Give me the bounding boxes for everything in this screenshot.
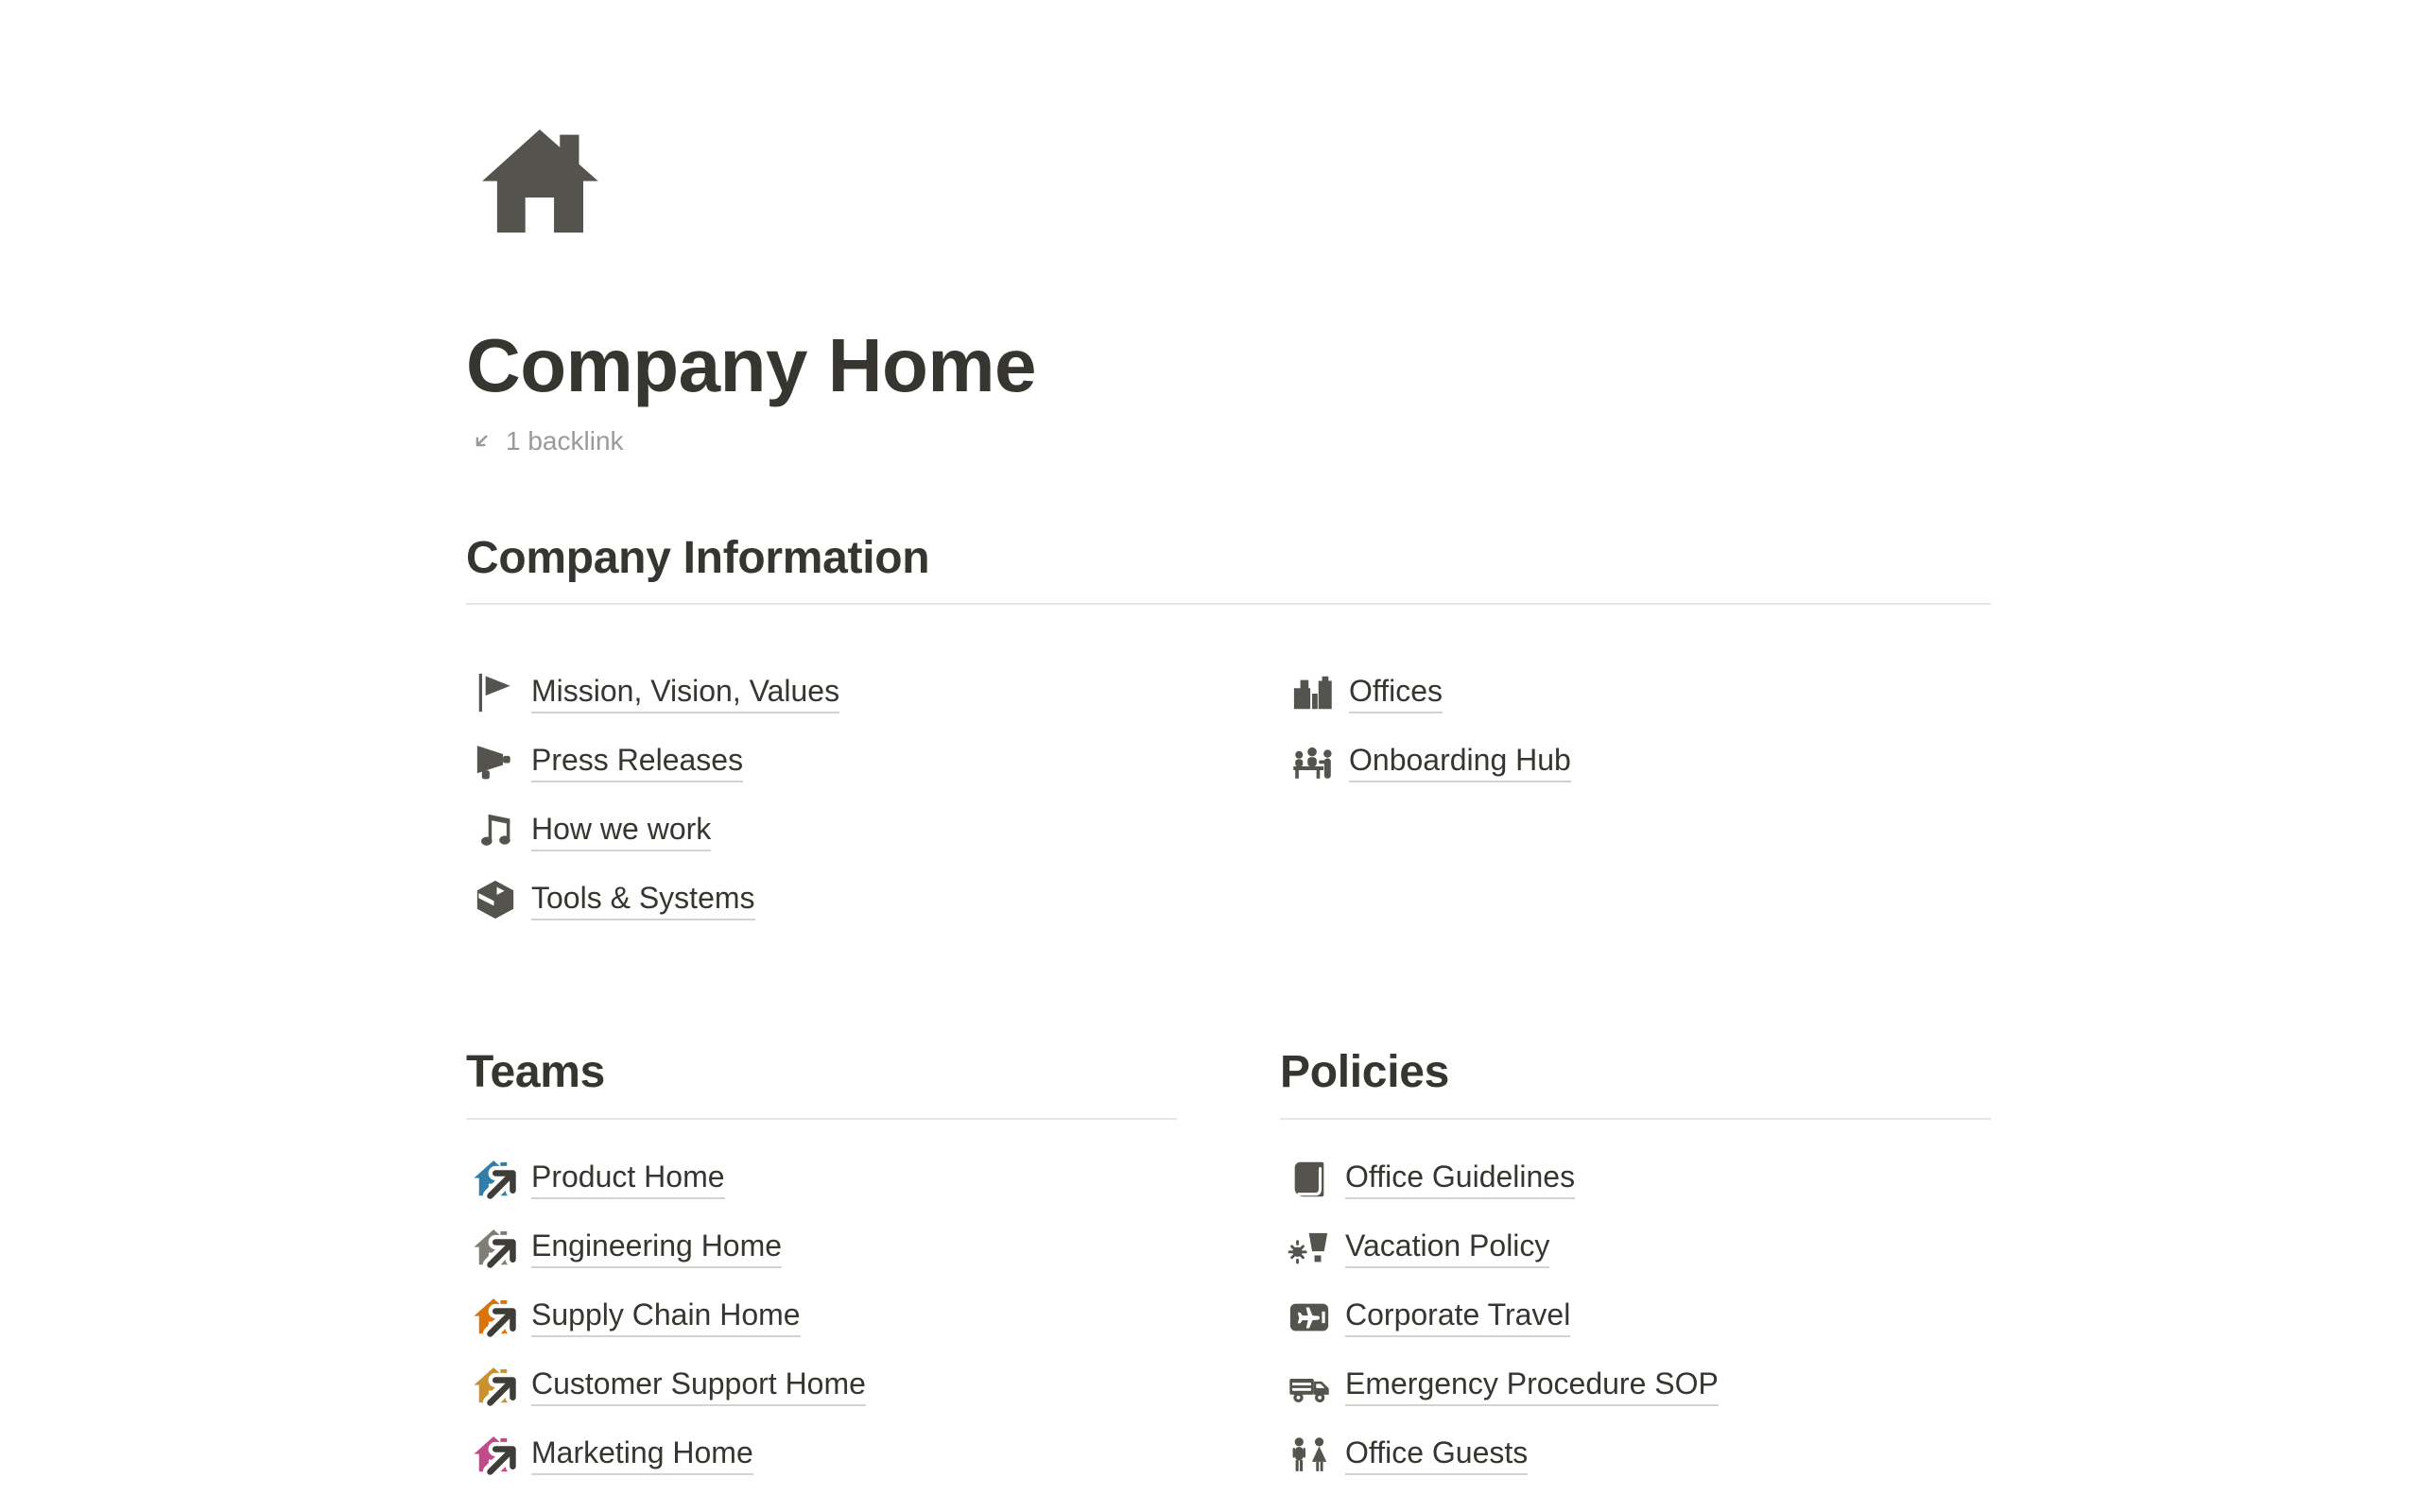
link-tools-systems[interactable] (466, 876, 1284, 923)
link-label: Office Guidelines (1345, 1159, 1575, 1199)
backlink-arrow-icon (468, 428, 494, 455)
notebook-icon (1288, 1158, 1331, 1201)
link-onboarding-hub[interactable] (1284, 738, 1991, 785)
travel-ticket-icon (1288, 1296, 1331, 1339)
link-emergency-procedure-sop[interactable] (1280, 1363, 1991, 1410)
backlink-button[interactable] (468, 426, 624, 456)
meeting-icon (1291, 740, 1335, 783)
link-label: Supply Chain Home (531, 1297, 801, 1337)
house-link-icon (474, 1365, 517, 1408)
link-label: How we work (531, 811, 711, 851)
section-divider (1280, 1118, 1991, 1120)
section-teams (466, 1043, 1177, 1500)
link-press-releases[interactable] (466, 738, 1284, 785)
section-divider (466, 1118, 1177, 1120)
link-customer-support-home[interactable] (466, 1363, 1177, 1410)
fire-truck-icon (1288, 1365, 1331, 1408)
link-offices[interactable] (1284, 669, 1991, 716)
link-how-we-work[interactable] (466, 807, 1284, 854)
section-policies (1280, 1043, 1991, 1500)
company-information-column-1 (466, 669, 1284, 945)
page-body (466, 121, 1991, 1501)
link-label: Corporate Travel (1345, 1297, 1570, 1337)
company-information-column-2 (1284, 669, 1991, 945)
guests-icon (1288, 1434, 1331, 1477)
section-company-information (466, 529, 1991, 945)
link-label: Marketing Home (531, 1435, 753, 1475)
vacation-icon (1288, 1227, 1331, 1270)
link-corporate-travel[interactable] (1280, 1294, 1991, 1341)
link-label: Emergency Procedure SOP (1345, 1366, 1719, 1406)
link-vacation-policy[interactable] (1280, 1225, 1991, 1272)
link-label: Onboarding Hub (1349, 742, 1571, 782)
page-title: Company Home (466, 323, 1036, 407)
flag-icon (474, 671, 517, 714)
link-supply-chain-home[interactable] (466, 1294, 1177, 1341)
link-label: Engineering Home (531, 1228, 782, 1268)
home-icon[interactable] (481, 121, 609, 249)
link-label: Customer Support Home (531, 1366, 866, 1406)
package-icon (474, 878, 517, 921)
section-divider (466, 603, 1991, 605)
house-link-icon (474, 1227, 517, 1270)
link-label: Mission, Vision, Values (531, 673, 839, 713)
link-mission-vision-values[interactable] (466, 669, 1284, 716)
link-marketing-home[interactable] (466, 1432, 1177, 1479)
link-office-guidelines[interactable] (1280, 1156, 1991, 1203)
link-label: Offices (1349, 673, 1443, 713)
section-heading: Teams (466, 1047, 606, 1098)
link-engineering-home[interactable] (466, 1225, 1177, 1272)
link-label: Vacation Policy (1345, 1228, 1549, 1268)
link-product-home[interactable] (466, 1156, 1177, 1203)
megaphone-icon (474, 740, 517, 783)
link-office-guests[interactable] (1280, 1432, 1991, 1479)
music-notes-icon (474, 809, 517, 852)
house-link-icon (474, 1434, 517, 1477)
house-link-icon (474, 1158, 517, 1201)
link-label: Office Guests (1345, 1435, 1528, 1475)
section-heading: Company Information (466, 533, 930, 583)
link-label: Tools & Systems (531, 880, 755, 920)
house-link-icon (474, 1296, 517, 1339)
backlink-label: 1 backlink (506, 426, 624, 455)
section-heading: Policies (1280, 1047, 1450, 1098)
buildings-icon (1291, 671, 1335, 714)
link-label: Press Releases (531, 742, 743, 782)
link-label: Product Home (531, 1159, 725, 1199)
